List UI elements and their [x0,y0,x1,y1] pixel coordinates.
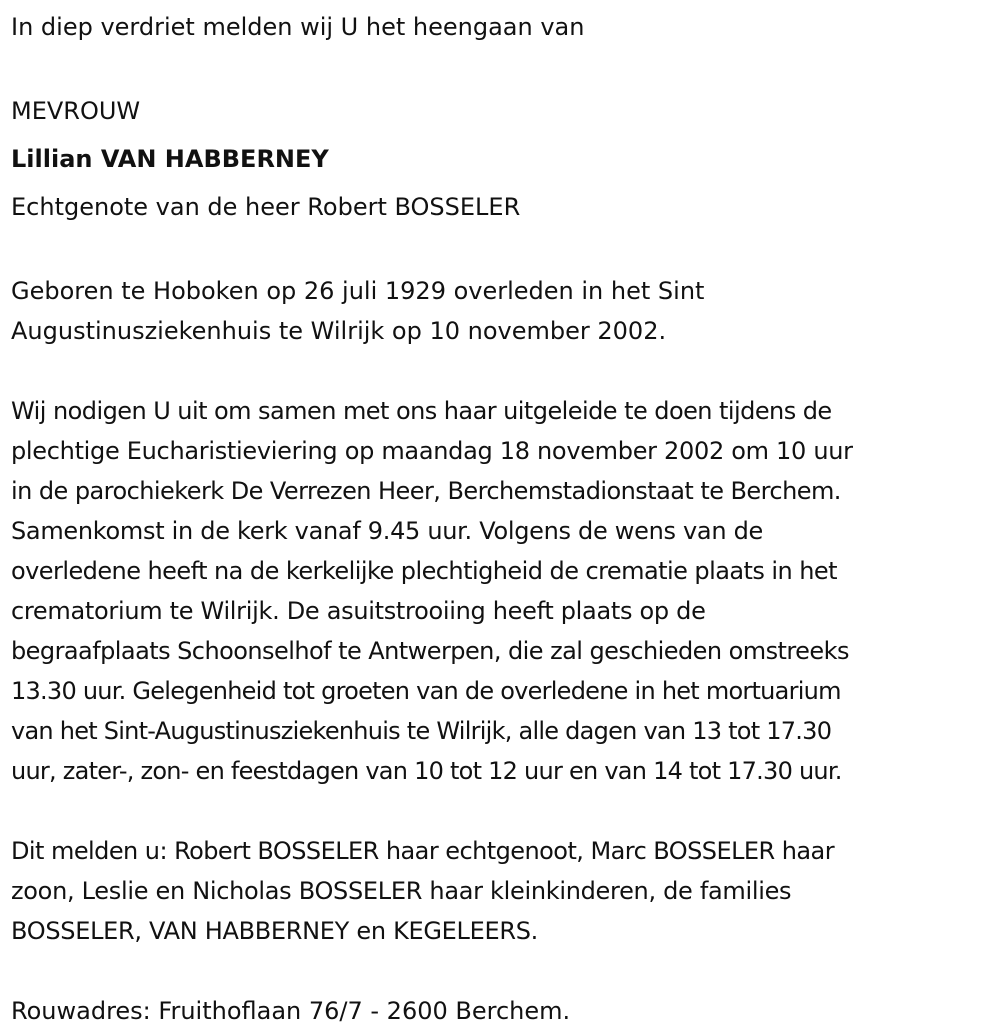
ceremony-line: Samenkomst in de kerk vanaf 9.45 uur. Volgens de wens van de [11,517,763,545]
ceremony-line: in de parochiekerk De Verrezen Heer, Berchemstadionstaat te Berchem. [11,477,841,505]
birth-death-line: Augustinusziekenhuis te Wilrijk op 10 november 2002. [11,317,667,345]
address-text: Rouwadres: Fruithoflaan 76/7 - 2600 Berchem. [11,997,571,1025]
ceremony-line: begraafplaats Schoonselhof te Antwerpen, die zal geschieden omstreeks [11,637,849,665]
ceremony-line: crematorium te Wilrijk. De asuitstrooiing heeft plaats op de [11,597,706,625]
spacer [11,47,1000,87]
spacer [11,951,1000,991]
birth-death-line: Geboren te Hoboken op 26 juli 1929 overleden in het Sint [11,277,705,305]
family-line: zoon, Leslie en Nicholas BOSSELER haar kleinkinderen, de families [11,877,792,905]
intro-text: In diep verdriet melden wij U het heengaan van [11,13,585,41]
family-line: BOSSELER, VAN HABBERNEY en KEGELEERS. [11,917,538,945]
ceremony-line: uur, zater-, zon- en feestdagen van 10 tot 12 uur en van 14 tot 17.30 uur. [11,757,842,785]
salutation-text: MEVROUW [11,97,141,125]
spacer [11,351,1000,391]
family-line: Dit melden u: Robert BOSSELER haar echtgenoot, Marc BOSSELER haar [11,837,835,865]
ceremony-line: 13.30 uur. Gelegenheid tot groeten van de overledene in het mortuarium [11,677,841,705]
ceremony-line: Wij nodigen U uit om samen met ons haar uitgeleide te doen tijdens de [11,397,832,425]
ceremony-line: overledene heeft na de kerkelijke plechtigheid de crematie plaats in het [11,557,838,585]
ceremony-line: plechtige Eucharistieviering op maandag 18 november 2002 om 10 uur [11,437,853,465]
deceased-name: Lillian VAN HABBERNEY [11,145,329,173]
ceremony-line: van het Sint-Augustinusziekenhuis te Wilrijk, alle dagen van 13 tot 17.30 [11,717,832,745]
spouse-text: Echtgenote van de heer Robert BOSSELER [11,193,521,221]
spacer [11,791,1000,831]
spacer [11,231,1000,271]
